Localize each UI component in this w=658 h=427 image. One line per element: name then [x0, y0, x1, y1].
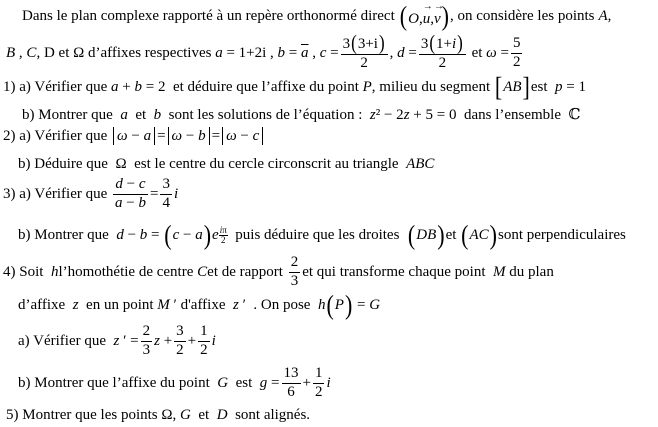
question-1a-text-2: , milieu du segment [371, 78, 491, 95]
fraction-dc-ab: $\frac{d - c}{a - b}$ [115, 175, 146, 211]
question-4-text-7: d'affixe [180, 296, 226, 313]
question-4b: b) Montrer que l’affixe du point G est g = $\frac{13}{6}$ + $\frac{1}{2}$ i [18, 364, 331, 400]
question-4-continued: d’affixe z en un point M ′ d'affixe z ′ . On pose h ( P ) = G [18, 288, 381, 321]
question-5: 5) Montrer que les points Ω , G et D sont alignés. [6, 406, 311, 423]
fraction-ratio: $\frac{2}{3}$ [290, 253, 299, 289]
intro-text-5: et [471, 44, 483, 61]
question-5-text-3: sont alignés. [235, 406, 311, 423]
intro-text-1: Dans le plan complexe rapporté à un repère orthonormé direct [22, 7, 395, 24]
question-2a: 2) a) Vérifier que ω − a = ω − b = ω − c [3, 125, 265, 147]
point-a: A [598, 7, 608, 24]
question-4-text-3: et qui transforme chaque point [302, 263, 486, 280]
question-3b-text-1: b) Montrer que [18, 226, 109, 243]
fraction-d: $\frac{3(1+i)}{2}$ [419, 35, 466, 72]
question-1a-text-3: est [530, 78, 548, 95]
question-4-text-1: l’homothétie de centre [58, 263, 194, 280]
question-1b-text-4: dans l’ensemble [463, 106, 562, 123]
question-3b-text-2: puis déduire que les droites [235, 226, 400, 243]
question-3a-label: 3) a) Vérifier que [3, 185, 108, 202]
question-2b: b) Déduire que Ω est le centre du cercle circonscrit au triangle ABC [18, 155, 435, 172]
question-5-text-1: 5) Montrer que les points [6, 406, 158, 423]
question-2b-text-1: b) Déduire que [18, 155, 108, 172]
question-3b-text-3: et [445, 226, 457, 243]
question-4-text-6: en un point [86, 296, 154, 313]
question-2a-label: 2) a) Vérifier que [3, 127, 108, 144]
question-4-label: 4) Soit [3, 263, 44, 280]
fraction-omega: $\frac{5}{2}$ [512, 34, 521, 70]
question-3a: 3) a) Vérifier que $\frac{d - c}{a - b}$ = $\frac{3}{4}$ i [3, 175, 179, 211]
question-4-text-8: . On pose [253, 296, 311, 313]
question-4: 4) Soit h l’homothétie de centre C et de rapport $\frac{2}{3}$ et qui transforme chaque point M du plan [3, 253, 554, 289]
question-1a-label: 1) a) Vérifier que [3, 78, 108, 95]
question-4b-text-1: b) Montrer que l’affixe du point [18, 374, 210, 391]
question-5-text-2: et [198, 406, 210, 423]
question-3b: b) Montrer que d − b = ( c − a ) e iπ 2 puis déduire que les droites ( DB ) et ( AC ) sont perpendiculaires [18, 218, 626, 251]
intro-line-2: B , C , D et Ω d’affixes respectives a = 1+2 i , b = $\overline{a}$ , c = $\frac{3(3+i)}{2}$ , d = $\frac{3(1+i)}{2}$ et ω = $\frac{5}{2}$ [6, 30, 521, 71]
question-1b-text-2: et [135, 106, 147, 123]
question-4-text-2: et de rapport [207, 263, 283, 280]
question-1b: b) Montrer que a et b sont les solutions de l’équation : z ² − 2 z + 5 = 0 dans l’ensemble ℂ [22, 106, 581, 123]
question-2b-text-2: est le centre du cercle circonscrit au triangle [134, 155, 399, 172]
question-1b-text-3: sont les solutions de l’équation : [168, 106, 363, 123]
question-4-text-5: d’affixe [18, 296, 66, 313]
frame-notation: (O,→ u,→ v) [399, 6, 450, 27]
question-3b-text-4: sont perpendiculaires [497, 226, 626, 243]
question-4-text-4: du plan [509, 263, 554, 280]
fraction-three-quarters: $\frac{3}{4}$ [162, 175, 170, 211]
intro-text-3: et [58, 44, 70, 61]
intro-line-1: Dans le plan complexe rapporté à un repère orthonormé direct (O,→ u,→ v) , on considère les points A , [22, 4, 611, 28]
question-4b-text-2: est [235, 374, 253, 391]
question-1a: 1) a) Vérifier que a + b = 2 et déduire que l’affixe du point P , milieu du segment [ AB ] est p = 1 [3, 70, 586, 103]
question-1a-text-1: et déduire que l’affixe du point [172, 78, 359, 95]
intro-text-4: d’affixes respectives [88, 44, 212, 61]
intro-text-2: , on considère les points [449, 7, 595, 24]
question-4a-text-1: a) Vérifier que [18, 332, 107, 349]
question-1b-text-1: b) Montrer que [22, 106, 113, 123]
question-4a: a) Vérifier que z ′ = $\frac{2}{3}$ z + $\frac{3}{2}$ + $\frac{1}{2}$ i [18, 322, 216, 358]
fraction-c: $\frac{3(3+i)}{2}$ [341, 35, 388, 72]
